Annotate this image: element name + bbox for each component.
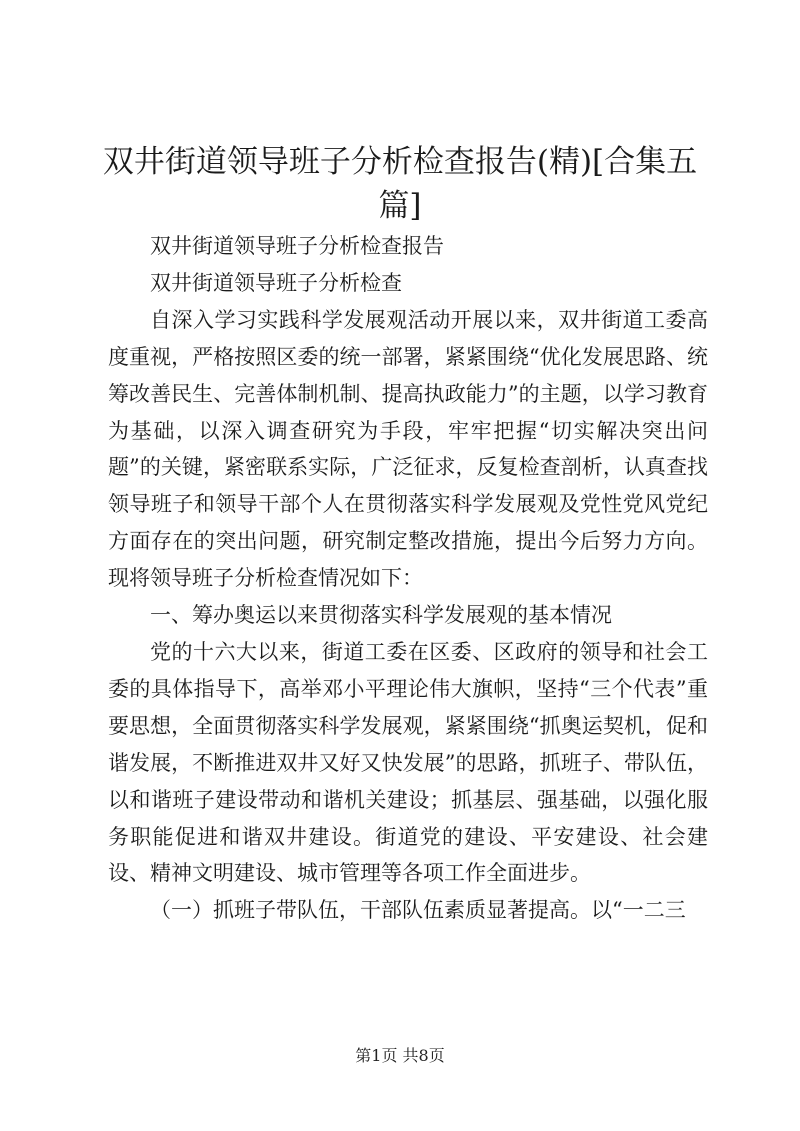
paragraph-subheading: 双井街道领导班子分析检查 xyxy=(150,270,402,295)
paragraph-section-heading: 一、筹办奥运以来贯彻落实科学发展观的基本情况 xyxy=(150,603,612,628)
page-footer: 第1页 共8页 xyxy=(355,1046,445,1065)
document-body xyxy=(108,228,708,929)
document-title: 双井街道领导班子分析检查报告(精)[合集五篇] xyxy=(102,144,698,224)
paragraph-intro: 自深入学习实践科学发展观活动开展以来，双井街道工委高度重视，严格按照区委的统一部署，紧紧围绕“优化发展思路、统筹改善民生、完善体制机制、提高执政能力”的主题，以学习教育为基础，以深入调查研究为手段，牢牢把握“切实解决突出问题”的关键，紧密联系实际，广泛征求，反复检查剖析，认真查找领导班子和领导干部个人在贯彻落实科学发展观及党性党风党纪方面存在的突出问题，研究制定整改措施，提出今后努力方向。现将领导班子分析检查情况如下： xyxy=(108,307,708,591)
paragraph-subsection-one: （一）抓班子带队伍，干部队伍素质显著提高。以“一二三 xyxy=(150,898,686,923)
paragraph-report-heading: 双井街道领导班子分析检查报告 xyxy=(150,234,444,258)
paragraph-basic-situation: 党的十六大以来，街道工委在区委、区政府的领导和社会工委的具体指导下，高举邓小平理论伟大旗帜，坚持“三个代表”重要思想，全面贯彻落实科学发展观，紧紧围绕“抓奥运契机，促和谐发展，不断推进双井又好又快发展”的思路，抓班子、带队伍，以和谐班子建设带动和谐机关建设；抓基层、强基础，以强化服务职能促进和谐双井建设。街道党的建设、平安建设、社会建设、精神文明建设、城市管理等各项工作全面进步。 xyxy=(108,639,708,886)
